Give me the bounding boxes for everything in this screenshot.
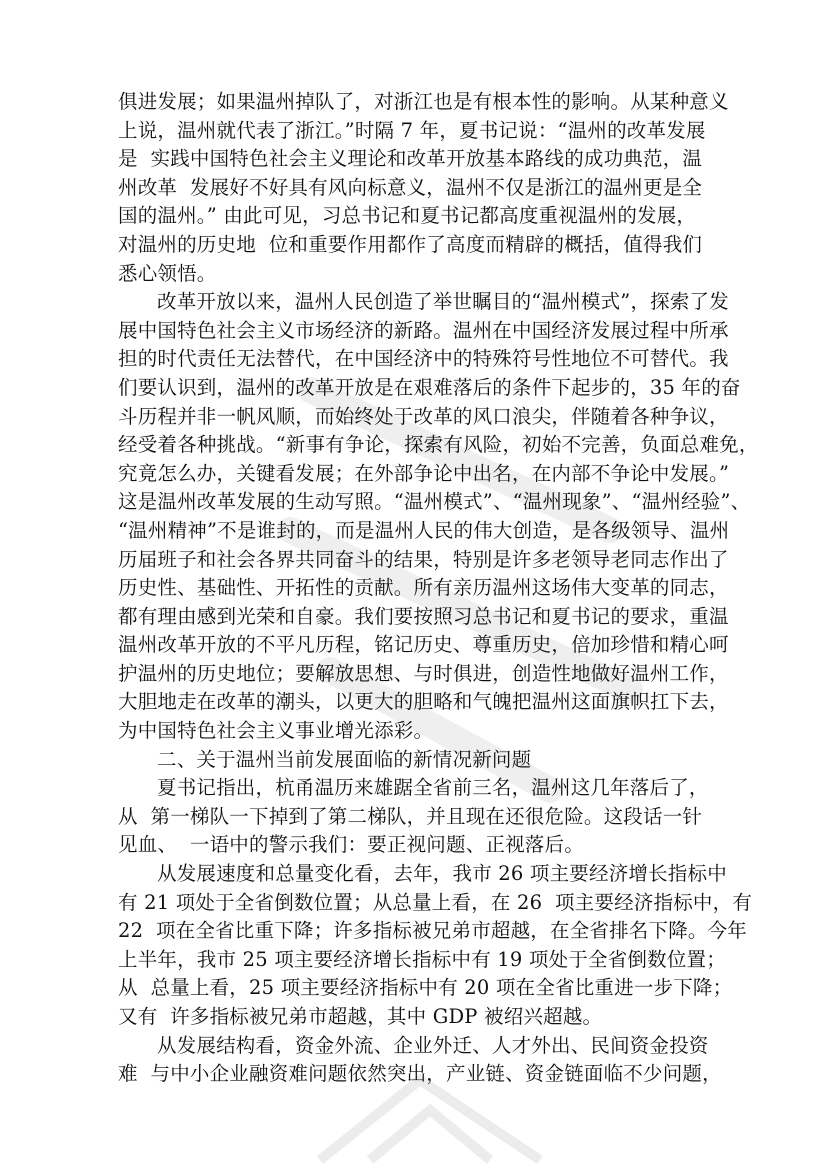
text-line: 难 与中小企业融资难问题依然突出，产业链、资金链面临不少问题， [118,1062,722,1086]
text-line: 护温州的历史地位；要解放思想、与时俱进，创造性地做好温州工作， [118,661,729,685]
text-line: 俱进发展；如果温州掉队了，对浙江也是有根本性的影响。从某种意义 [118,90,729,113]
text-line: 究竟怎么办，关键看发展；在外部争论中出名，在内部不争论中发展。” [118,461,730,485]
text-line: 展中国特色社会主义市场经济的新路。温州在中国经济发展过程中所承 [118,318,729,342]
text-line: 又有 许多指标被兄弟市超越，其中 GDP 被绍兴超越。 [118,1005,603,1028]
text-line: 担的时代责任无法替代，在中国经济中的特殊符号性地位不可替代。我 [118,347,729,371]
text-line: 有 21 项处于全省倒数位置；从总量上看，在 26 项主要经济指标中，有 [118,890,753,914]
text-line: 都有理由感到光荣和自豪。我们要按照习总书记和夏书记的要求，重温 [118,604,729,628]
section-heading: 二、关于温州当前发展面临的新情况新问题 [157,747,532,771]
text-line: 经受着各种挑战。“新事有争论，探索有风险，初始不完善，负面总难免， [118,433,759,457]
text-line: 上半年，我市 25 项主要经济增长指标中有 19 项处于全省倒数位置； [118,947,726,971]
paragraph-start-line: 改革开放以来，温州人民创造了举世瞩目的“温州模式”，探索了发 [157,290,729,314]
text-line: 历史性、基础性、开拓性的贡献。所有亲历温州这场伟大变革的同志， [118,576,729,600]
text-line: 大胆地走在改革的潮头，以更大的胆略和气魄把温州这面旗帜扛下去， [118,690,729,714]
paragraph-start-line: 从发展速度和总量变化看，去年，我市 26 项主要经济增长指标中 [157,862,727,886]
text-line: “温州精神”不是谁封的，而是温州人民的伟大创造，是各级领导、温州 [118,518,730,542]
text-line: 22 项在全省比重下降；许多指标被兄弟市超越，在全省排名下降。今年 [118,919,748,943]
text-line: 国的温州。” 由此可见，习总书记和夏书记都高度重视温州的发展， [118,204,697,228]
text-line: 从 总量上看，25 项主要经济指标中有 20 项在全省比重进一步下降； [118,976,733,1000]
text-line: 上说，温州就代表了浙江。”时隔 7 年，夏书记说：“温州的改革发展 [118,118,706,142]
paragraph-start-line: 从发展结构看，资金外流、企业外迁、人才外出、民间资金投资 [157,1033,709,1057]
text-line: 斗历程并非一帆风顺，而始终处于改革的风口浪尖，伴随着各种争议， [118,404,729,428]
paragraph-start-line: 夏书记指出，杭甬温历来雄踞全省前三名，温州这几年落后了， [157,776,709,800]
text-line: 对温州的历史地 位和重要作用都作了高度而精辟的概括，值得我们 [118,232,703,256]
text-line: 悉心领悟。 [118,261,217,285]
text-line: 温州改革开放的不平凡历程，铭记历史、尊重历史，倍加珍惜和精心呵 [118,633,729,657]
text-line: 见血、 一语中的警示我们：要正视问题、正视落后。 [118,833,584,857]
text-line: 州改革 发展好不好具有风向标意义，温州不仅是浙江的温州更是全 [118,175,703,199]
text-line: 从 第一梯队一下掉到了第二梯队，并且现在还很危险。这段话一针 [118,804,703,828]
text-line: 为中国特色社会主义事业增光添彩。 [118,719,434,743]
text-line: 历届班子和社会各界共同奋斗的结果，特别是许多老领导老同志作出了 [118,547,729,571]
text-line: 们要认识到，温州的改革开放是在艰难落后的条件下起步的，35 年的奋 [118,375,741,399]
document-body [118,88,758,1089]
text-line: 这是温州改革发展的生动写照。“温州模式”、“温州现象”、“温州经验”、 [118,490,751,514]
text-line: 是 实践中国特色社会主义理论和改革开放基本路线的成功典范，温 [118,147,703,171]
